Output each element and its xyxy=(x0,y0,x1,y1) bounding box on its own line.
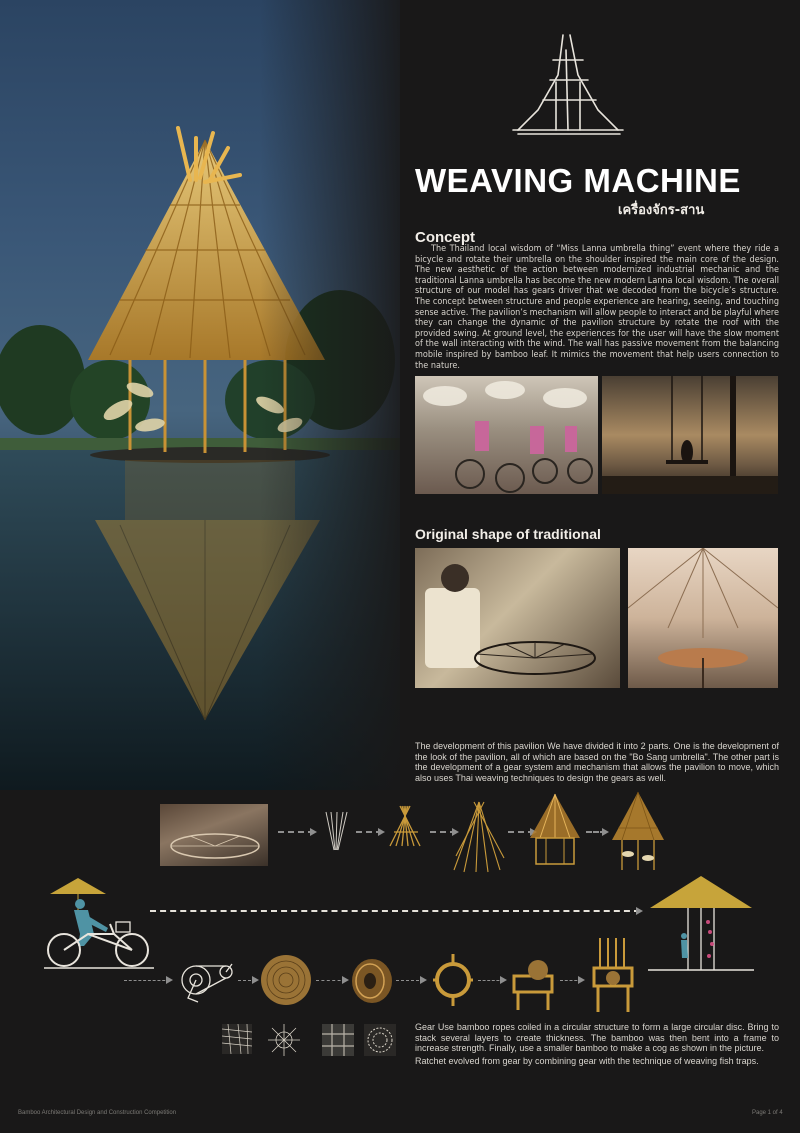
pavilion-sketch-logo xyxy=(508,30,628,140)
bamboo-splay-sketch xyxy=(452,798,506,874)
woven-disc-gear xyxy=(260,954,312,1006)
footer-competition-label: Bamboo Architectural Design and Construction Competition xyxy=(18,1110,177,1116)
bicycle-rider-illustration xyxy=(44,876,154,972)
process-arrow xyxy=(278,831,314,833)
umbrella-maker-photo xyxy=(415,548,620,688)
process-arrow xyxy=(478,980,504,981)
concept-paragraph: The Thailand local wisdom of “Miss Lanna umbrella thing” event where they ride a bicycle and rotate their umbrella on the shoulder inspired the main core of the design. The new aesthetic of the action between modernized industrial mechanic and the traditional Lanna umbrella has become the new modern Lanna local wisdom. The overall structure of our model has gears driver that we decoded from the bicycle’s structure. The concept between structure and people experience are hearing, seeing, and touching sense active. The pavilion’s mechanism will allow people to interact and be playful where they can change the dynamic of the pavilion structure by rotate the roof with the provided swing. At ground level, the experiences for the user will have the slow moment of the wall interacting with the wind. The wall has passive movement from the balancing mobile inspired by bamboo leaf. It mimics the movement that help users connection to the nature. xyxy=(415,244,779,371)
process-arrow xyxy=(356,831,382,833)
final-pavilion-illustration xyxy=(648,874,754,972)
concept-heading: Concept xyxy=(415,229,475,246)
thai-subtitle: เครื่องจักร-สาน xyxy=(618,203,705,218)
swing-sunset-photo xyxy=(602,376,778,494)
gear-frame-assembly-2 xyxy=(588,934,638,1014)
bo-sang-umbrella-photo xyxy=(628,548,778,688)
pedal-gear-sketch xyxy=(176,958,240,1004)
process-arrow xyxy=(560,980,582,981)
stacked-gear-sketch xyxy=(350,956,394,1006)
ratchet-paragraph: Ratchet evolved from gear by combining gear with the technique of weaving fish traps. xyxy=(415,1056,759,1066)
basket-weave-thumb xyxy=(322,1024,354,1056)
footer-page-number: Page 1 of 4 xyxy=(752,1110,783,1116)
process-arrow xyxy=(124,980,170,981)
process-arrow xyxy=(238,980,256,981)
pavilion-model-sketch-2 xyxy=(608,788,668,874)
process-arrow xyxy=(316,980,346,981)
process-arrow xyxy=(396,980,424,981)
bamboo-cog-sketch xyxy=(430,950,476,1010)
process-arrow xyxy=(586,831,606,833)
gear-frame-assembly-1 xyxy=(508,956,558,1012)
weave-pattern-thumb xyxy=(222,1024,252,1054)
pavilion-render-image xyxy=(0,0,400,790)
big-process-arrow xyxy=(150,910,640,912)
pavilion-model-sketch-1 xyxy=(526,790,584,870)
bamboo-bundle-sketch-1 xyxy=(323,808,349,854)
circular-weave-thumb xyxy=(364,1024,396,1056)
page-title: WEAVING MACHINE xyxy=(415,162,741,199)
bamboo-bundle-sketch-2 xyxy=(386,802,426,850)
development-paragraph: The development of this pavilion We have divided it into 2 parts. One is the development of the look of the pavilion, all of which are based on the "Bo Sang umbrella". The other part is the development of a gear system and mechanism that allows the pavilion to move, which also uses Thai weaving techniques to design the gears as well. xyxy=(415,741,779,783)
umbrella-frame-photo xyxy=(160,804,268,866)
gear-paragraph: Gear Use bamboo ropes coiled in a circular structure to form a large circular disc. Bring to stack several layers to create thickness. The bamboo was then bent into a frame to increase strength. Finally, use a smaller bamboo to make a cog as shown in the picture. xyxy=(415,1022,779,1054)
radial-weave-thumb xyxy=(268,1024,300,1056)
bicycle-umbrella-parade-photo xyxy=(415,376,598,494)
original-shape-heading: Original shape of traditional xyxy=(415,526,601,542)
